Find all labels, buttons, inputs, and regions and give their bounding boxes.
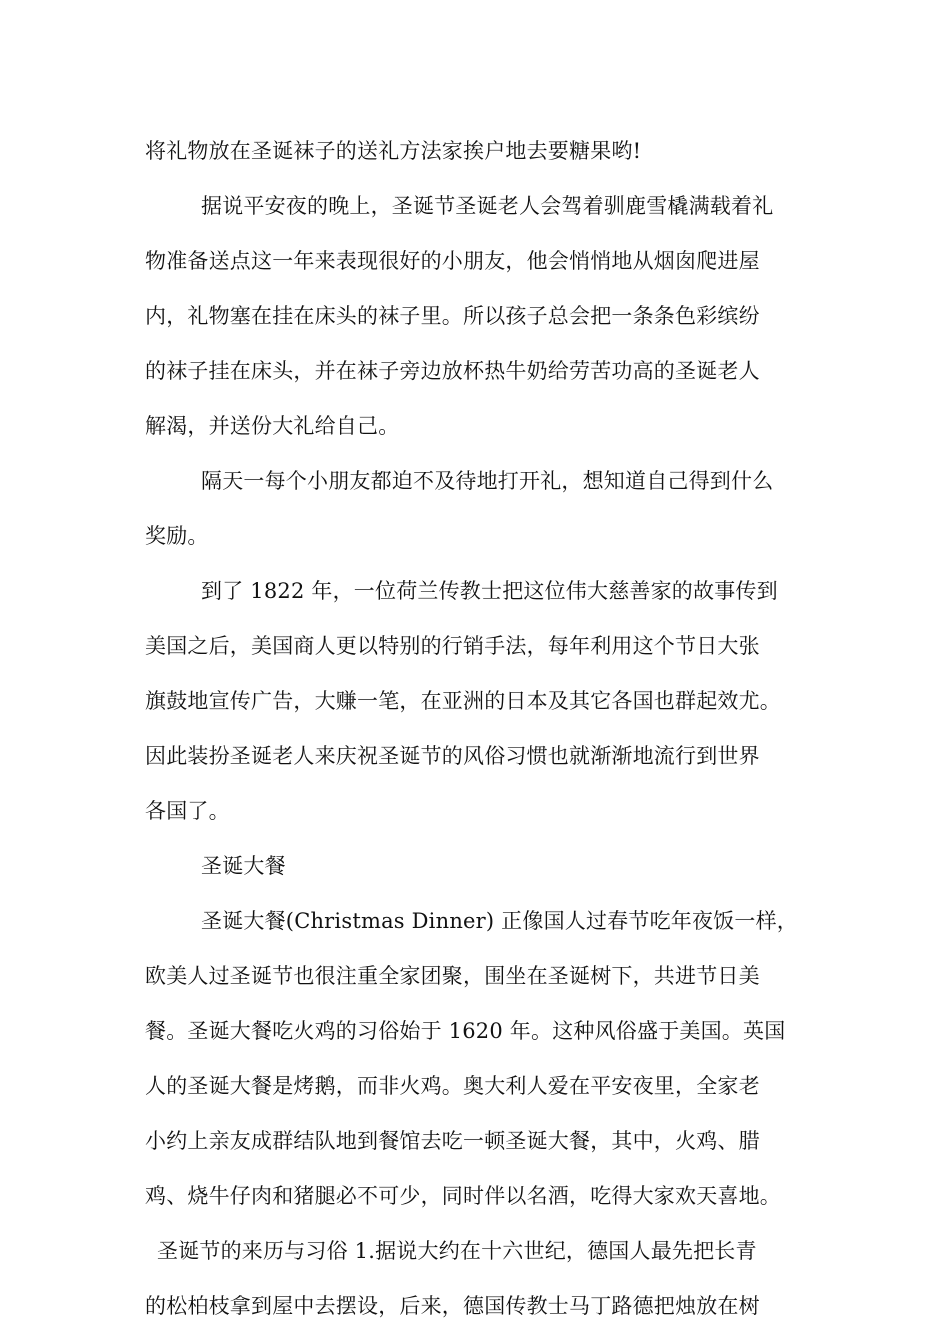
text-line: 物准备送点这一年来表现很好的小朋友，他会悄悄地从烟囱爬进屋 <box>145 249 760 273</box>
paragraph-first-line: 圣诞节的来历与习俗 1.据说大约在十六世纪，德国人最先把长青 <box>157 1239 757 1263</box>
text-line-continuation: 将礼物放在圣诞袜子的送礼方法家挨户地去要糖果哟! <box>145 139 642 163</box>
text-line: 小约上亲友成群结队地到餐馆去吃一顿圣诞大餐，其中，火鸡、腊 <box>145 1129 760 1153</box>
text-line: 解渴，并送份大礼给自己。 <box>145 414 400 438</box>
paragraph-first-line: 圣诞大餐(Christmas Dinner) 正像国人过春节吃年夜饭一样， <box>201 909 798 933</box>
paragraph-first-line: 到了 1822 年，一位荷兰传教士把这位伟大慈善家的故事传到 <box>201 579 778 603</box>
text-line: 的袜子挂在床头，并在袜子旁边放杯热牛奶给劳苦功高的圣诞老人 <box>145 359 760 383</box>
text-line: 内，礼物塞在挂在床头的袜子里。所以孩子总会把一条条色彩缤纷 <box>145 304 760 328</box>
text-line: 欧美人过圣诞节也很注重全家团聚，围坐在圣诞树下，共进节日美 <box>145 964 760 988</box>
text-line: 人的圣诞大餐是烤鹅，而非火鸡。奥大利人爱在平安夜里，全家老 <box>145 1074 760 1098</box>
text-line: 鸡、烧牛仔肉和猪腿必不可少，同时伴以名酒，吃得大家欢天喜地。 <box>145 1184 781 1208</box>
text-line: 餐。圣诞大餐吃火鸡的习俗始于 1620 年。这种风俗盛于美国。英国 <box>145 1019 786 1043</box>
text-line: 奖励。 <box>145 524 209 548</box>
text-line: 旗鼓地宣传广告，大赚一笔，在亚洲的日本及其它各国也群起效尤。 <box>145 689 781 713</box>
paragraph-first-line: 据说平安夜的晚上，圣诞节圣诞老人会驾着驯鹿雪橇满载着礼 <box>201 194 774 218</box>
paragraph-first-line: 隔天一每个小朋友都迫不及待地打开礼，想知道自己得到什么 <box>201 469 774 493</box>
text-line: 各国了。 <box>145 799 230 823</box>
section-heading: 圣诞大餐 <box>201 854 286 878</box>
document-body <box>145 131 825 1341</box>
text-line: 美国之后，美国商人更以特别的行销手法，每年利用这个节日大张 <box>145 634 760 658</box>
text-line: 的松柏枝拿到屋中去摆设，后来，德国传教士马丁路德把烛放在树 <box>145 1294 760 1318</box>
text-line: 因此装扮圣诞老人来庆祝圣诞节的风俗习惯也就渐渐地流行到世界 <box>145 744 760 768</box>
